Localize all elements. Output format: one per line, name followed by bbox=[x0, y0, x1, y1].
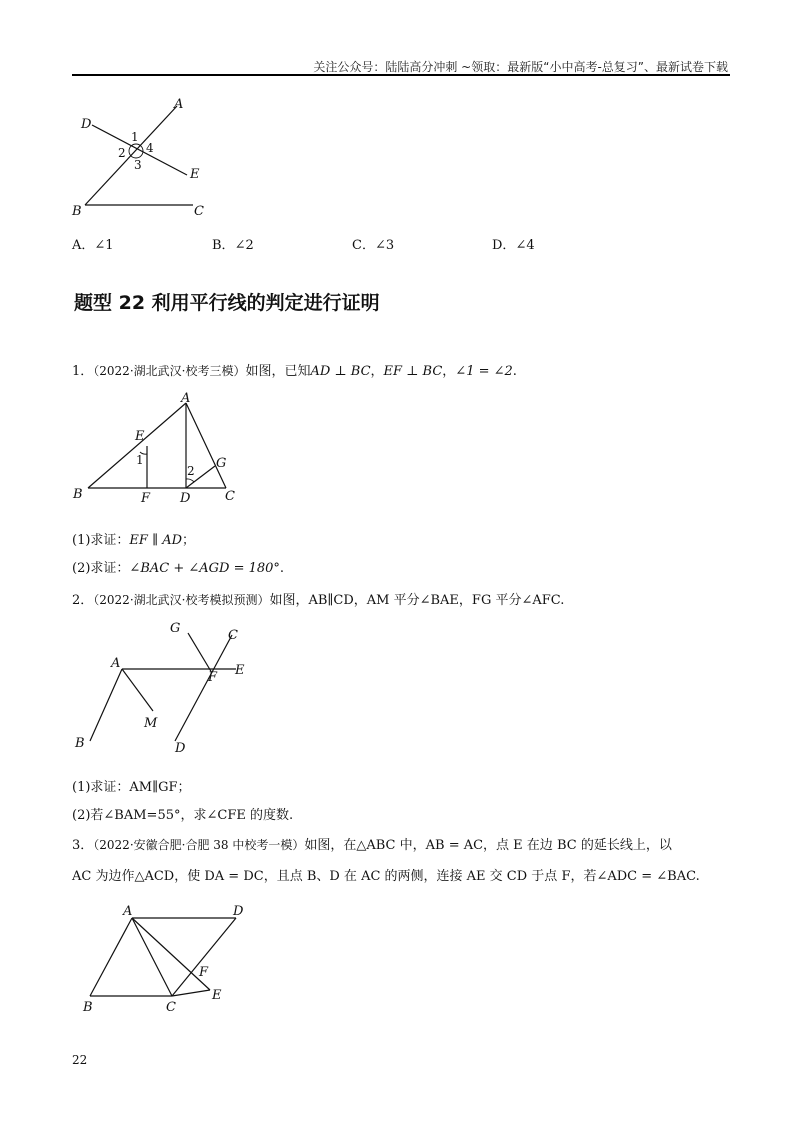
option-b-letter: B． bbox=[212, 238, 235, 253]
option-c-text: ∠3 bbox=[374, 238, 395, 253]
q1-part1-end: ； bbox=[182, 533, 196, 548]
figure-q3 bbox=[70, 898, 260, 1023]
label-angle-2: 2 bbox=[118, 146, 126, 160]
label-E: E bbox=[135, 429, 145, 444]
q1-source: （2022·湖北武汉·校考三模） bbox=[93, 364, 246, 378]
label-D: D bbox=[233, 904, 244, 919]
label-D: D bbox=[81, 117, 92, 132]
q1-end: . bbox=[512, 364, 517, 379]
label-B: B bbox=[75, 736, 85, 751]
q1-math-ad-bc: AD ⊥ BC bbox=[310, 364, 371, 379]
q1-sep1: ， bbox=[370, 364, 384, 379]
segment-GF bbox=[188, 633, 212, 673]
header-rule bbox=[72, 74, 730, 76]
label-D: D bbox=[180, 491, 191, 506]
q1-part2-end: . bbox=[279, 561, 285, 576]
option-d bbox=[492, 234, 535, 253]
label-B: B bbox=[72, 204, 82, 219]
page-number: 22 bbox=[72, 1053, 88, 1067]
q2-stem-text: 如图，AB∥CD，AM 平分∠BAE，FG 平分∠AFC. bbox=[269, 593, 565, 608]
figure-top-angles bbox=[70, 95, 220, 225]
q1-part1-math: EF ∥ AD bbox=[129, 533, 183, 548]
q1-math-ef-bc: EF ⊥ BC bbox=[383, 364, 443, 379]
label-F: F bbox=[199, 965, 209, 980]
label-C: C bbox=[194, 204, 204, 219]
q2-part2: (2)若∠BAM=55°，求∠CFE 的度数. bbox=[72, 808, 294, 823]
label-A: A bbox=[181, 391, 191, 406]
label-B: B bbox=[83, 1000, 93, 1015]
label-angle-2: 2 bbox=[187, 464, 195, 478]
label-C: C bbox=[225, 489, 235, 504]
label-A: A bbox=[174, 97, 184, 112]
label-M: M bbox=[144, 716, 158, 731]
angle-arc-2 bbox=[186, 479, 194, 482]
label-G: G bbox=[170, 621, 181, 636]
label-D: D bbox=[175, 741, 186, 756]
label-angle-1: 1 bbox=[136, 453, 144, 467]
segment-AM bbox=[122, 669, 153, 711]
q1-sep2: ， bbox=[442, 364, 456, 379]
label-angle-3: 3 bbox=[134, 158, 142, 172]
q3-stem-line2: AC 为边作△ACD，使 DA = DC，且点 B、D 在 AC 的两侧，连接 AE 交 CD 于点 F，若∠ADC = ∠BAC. bbox=[72, 869, 700, 884]
label-C: C bbox=[166, 1000, 176, 1015]
q1-part2-label: (2)求证： bbox=[72, 561, 130, 576]
q3-line1-text: 如图，在△ABC 中，AB = AC，点 E 在边 BC 的延长线上，以 bbox=[304, 838, 672, 853]
q2-stem bbox=[72, 589, 564, 608]
segment-CE bbox=[172, 990, 210, 996]
option-b-text: ∠2 bbox=[234, 238, 254, 253]
figure-q2 bbox=[70, 615, 260, 760]
label-E: E bbox=[190, 167, 200, 182]
q1-stem-text: 如图，已知 bbox=[245, 364, 311, 379]
label-F: F bbox=[208, 670, 218, 685]
label-angle-4: 4 bbox=[146, 141, 154, 155]
option-c-letter: C． bbox=[352, 238, 375, 253]
label-C: C bbox=[228, 628, 238, 643]
option-b bbox=[212, 234, 254, 253]
q1-math-angles: ∠1 = ∠2 bbox=[455, 364, 513, 379]
q3-source: （2022·安徽合肥·合肥 38 中校考一模） bbox=[93, 838, 305, 852]
q3-stem-line1 bbox=[72, 834, 672, 853]
label-angle-1: 1 bbox=[131, 130, 139, 144]
option-d-text: ∠4 bbox=[515, 238, 535, 253]
segment-AB bbox=[90, 918, 132, 996]
q1-part1 bbox=[72, 529, 195, 548]
label-B: B bbox=[73, 487, 83, 502]
q2-source: （2022·湖北武汉·校考模拟预测） bbox=[93, 593, 270, 607]
label-E: E bbox=[212, 988, 222, 1003]
label-A: A bbox=[111, 656, 121, 671]
option-a bbox=[72, 234, 114, 253]
label-A: A bbox=[123, 904, 133, 919]
figure-q1 bbox=[70, 390, 250, 510]
segment-DC bbox=[175, 635, 232, 741]
q1-part1-label: (1)求证： bbox=[72, 533, 130, 548]
segment-BA bbox=[90, 669, 122, 741]
q1-number: 1． bbox=[72, 364, 94, 379]
label-E: E bbox=[235, 663, 245, 678]
option-d-letter: D． bbox=[492, 238, 516, 253]
option-a-text: ∠1 bbox=[94, 238, 114, 253]
label-F: F bbox=[141, 491, 151, 506]
segment-AC bbox=[132, 918, 172, 996]
section-title: 题型 22 利用平行线的判定进行证明 bbox=[74, 292, 380, 314]
page-header: 关注公众号：陆陆高分冲刺 ~领取：最新版“小中高考-总复习”、最新试卷下载 bbox=[313, 60, 728, 74]
q1-stem bbox=[72, 360, 517, 379]
segment-BA bbox=[88, 403, 186, 488]
label-G: G bbox=[216, 456, 227, 471]
q3-number: 3． bbox=[72, 838, 94, 853]
q1-part2 bbox=[72, 557, 284, 576]
option-a-letter: A． bbox=[72, 238, 95, 253]
q2-number: 2． bbox=[72, 593, 94, 608]
q2-part1: (1)求证：AM∥GF； bbox=[72, 780, 191, 795]
q1-part2-math: ∠BAC + ∠AGD = 180° bbox=[129, 561, 280, 576]
option-c bbox=[352, 234, 394, 253]
